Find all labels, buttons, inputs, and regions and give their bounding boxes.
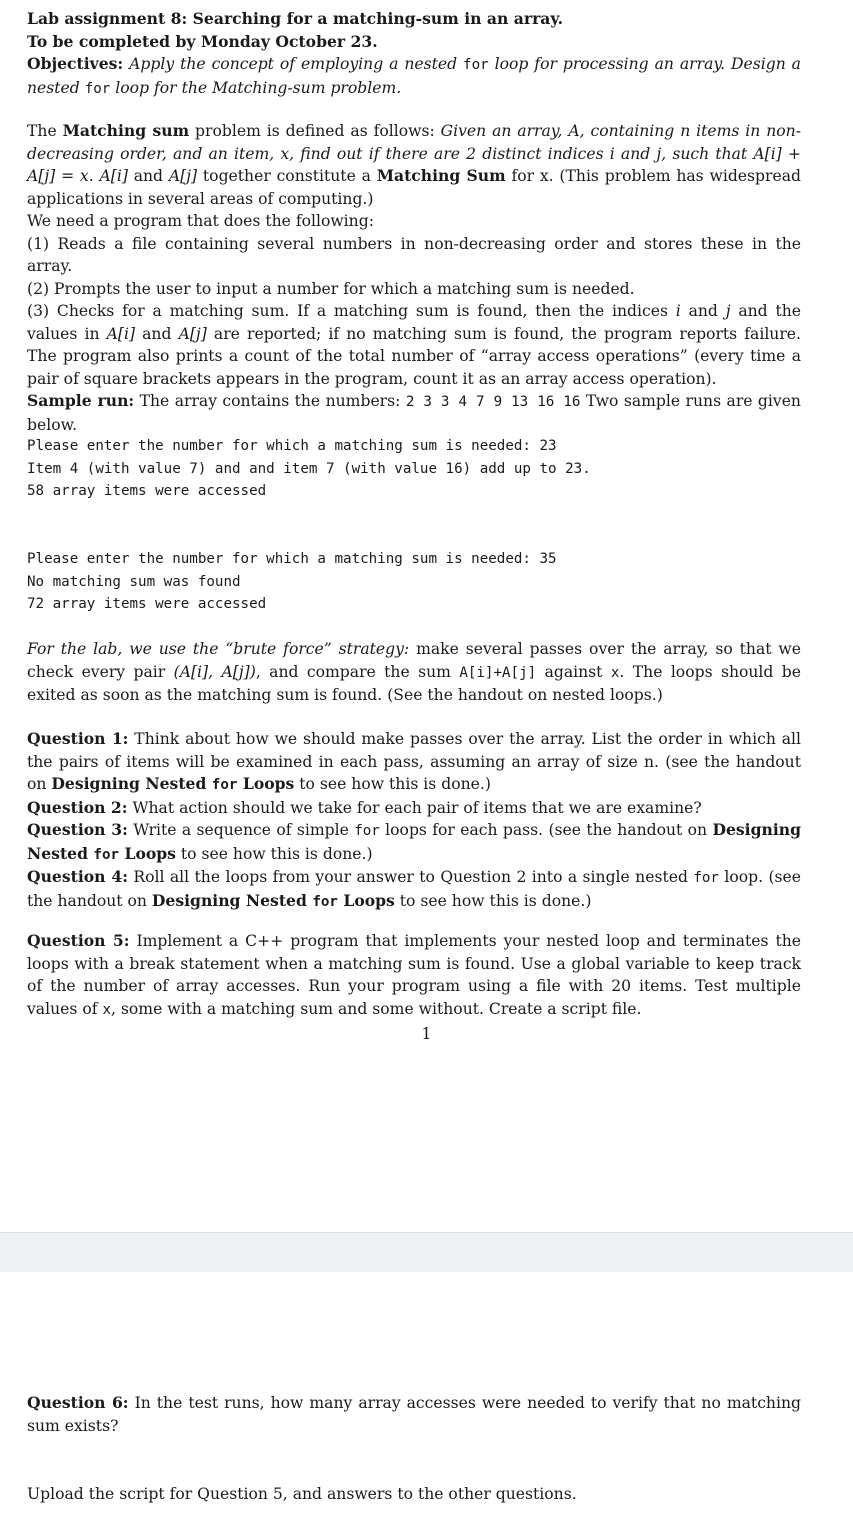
sample-run-intro: Sample run: The array contains the numbers: 2 3 3 4 7 9 13 16 16 Two sample runs are given below. (27, 391, 801, 434)
question-3: Question 3: Write a sequence of simple for loops for each pass. (see the handout on Designing Nested for Loops to see how this is done.) (27, 820, 801, 863)
requirement-1: (1) Reads a file containing several numbers in non-decreasing order and stores these in the array. (27, 234, 801, 275)
problem-definition: The Matching sum problem is defined as follows: Given an array, A, containing n items in non-decreasing order, and an item, x, find out if there are 2 distinct indices i and j, such that A[i] + A[j] = x. A[i] and A[j] together constitute a Matching Sum for x. (This problem has widespread applications in several areas of computing.) (27, 121, 801, 208)
question-1: Question 1: Think about how we should make passes over the array. List the order in which all the pairs of items will be examined in each pass, assuming an array of size n. (see the handout on Designing Nested for Loops to see how this is done.) (27, 729, 801, 793)
requirement-2: (2) Prompts the user to input a number for which a matching sum is needed. (27, 279, 635, 298)
page-2 (0, 1272, 853, 1534)
requirements-intro: We need a program that does the following: (27, 212, 374, 230)
question-6: Question 6: In the test runs, how many array accesses were needed to verify that no matching sum exists? (27, 1393, 801, 1435)
requirement-3: (3) Checks for a matching sum. If a matching sum is found, then the indices i and j and the values in A[i] and A[j] are reported; if no matching sum is found, the program reports failure. The program also prints a count of the total number of “array access operations” (every time a pair of square brackets appears in the program, count it as an array access operation). (27, 302, 801, 388)
assignment-title: Lab assignment 8: Searching for a matching-sum in an array. (27, 9, 564, 28)
problem-section (27, 120, 801, 390)
page-gap (0, 1232, 853, 1273)
sample-array: 2 3 3 4 7 9 13 16 16 (405, 394, 581, 410)
objectives: Objectives: Apply the concept of employing a nested for loop for processing an array. Design a nested for loop for the Matching-sum problem. (27, 54, 801, 97)
strategy-paragraph: For the lab, we use the “brute force” strategy: make several passes over the array, so that we check every pair (A[i], A[j]), and compare the sum A[i]+A[j] against x. The loops should be exited as soon as the matching sum is found. (See the handout on nested loops.) (27, 640, 802, 704)
question-4: Question 4: Roll all the loops from your answer to Question 2 into a single nested for loop. (see the handout on Designing Nested for Loops to see how this is done.) (27, 867, 801, 910)
sample-run-1: Please enter the number for which a matching sum is needed: 23 Item 4 (with value 7) and and item 7 (with value 16) add up to 23. 58 array items were accessed (27, 438, 591, 499)
sample-run-2: Please enter the number for which a matching sum is needed: 35 No matching sum was found 72 array items were accessed (27, 551, 557, 612)
question-5: Question 5: Implement a C++ program that implements your nested loop and terminates the loops with a break statement when a matching sum is found. Use a global variable to keep track of the number of array accesses. Run your program using a file with 20 items. Test multiple values of x, some with a matching sum and some without. Create a script file. (27, 931, 801, 1018)
question-2: Question 2: What action should we take for each pair of items that we are examine? (27, 797, 702, 817)
header-block (27, 8, 801, 100)
page-number: 1 (421, 1025, 432, 1043)
upload-instructions: Upload the script for Question 5, and answers to the other questions. (27, 1485, 577, 1503)
deadline: To be completed by Monday October 23. (27, 31, 378, 51)
questions-1-4 (27, 728, 801, 913)
